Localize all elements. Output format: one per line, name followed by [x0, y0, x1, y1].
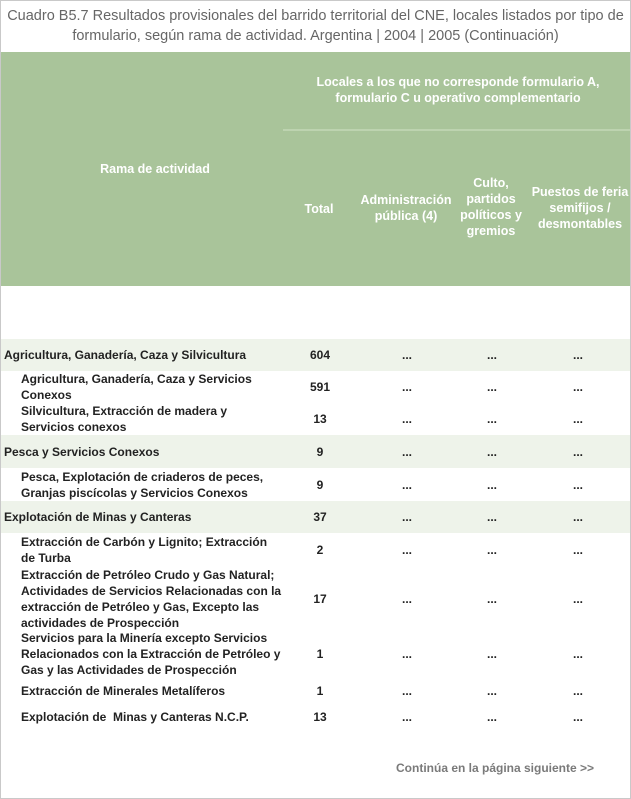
row-total: 591	[309, 380, 331, 394]
row-label: Silvicultura, Extracción de madera y Servicios conexos	[21, 404, 228, 434]
row-total: 1	[316, 647, 324, 661]
row-label: Agricultura, Ganadería, Caza y Silvicultura	[4, 348, 247, 362]
row-total: 9	[316, 444, 324, 459]
row-adm: ...	[401, 380, 412, 394]
row-total: 13	[313, 710, 327, 724]
row-adm: ...	[401, 710, 412, 724]
header-culto: Culto, partidos políticos y gremios	[460, 176, 522, 238]
row-culto: ...	[486, 412, 497, 426]
row-culto: ...	[486, 348, 497, 362]
row-puestos: ...	[572, 710, 583, 724]
row-label: Pesca y Servicios Conexos	[4, 444, 160, 459]
row-total: 9	[316, 477, 324, 492]
row-puestos: ...	[572, 543, 583, 557]
row-total: 604	[309, 348, 331, 362]
table-row	[1, 403, 630, 435]
row-label: Servicios para la Minería excepto Servicios Relacionados con la Extracción de Petróleo y Gas y las Actividades de Prospección	[21, 631, 281, 677]
row-total: 37	[313, 510, 327, 524]
row-culto: ...	[486, 510, 497, 524]
row-puestos: ...	[572, 683, 583, 698]
row-label: Extracción de Minerales Metalíferos	[21, 683, 226, 698]
row-adm: ...	[401, 348, 412, 362]
table-title: Cuadro B5.7 Resultados provisionales del barrido territorial del CNE, locales listados por tipo de formulario, según rama de actividad. Argentina | 2004 | 2005 (Continuación)	[7, 8, 624, 44]
row-adm: ...	[401, 683, 412, 698]
table-row	[1, 678, 630, 703]
table-row	[1, 371, 630, 403]
row-adm: ...	[401, 510, 412, 524]
row-puestos: ...	[572, 348, 583, 362]
table-row-group	[1, 501, 630, 533]
row-label: Explotación de Minas y Canteras	[4, 510, 192, 524]
header-adm: Administración pública (4)	[360, 193, 452, 223]
row-label: Explotación de Minas y Canteras N.C.P.	[21, 710, 249, 724]
header-rama: Rama de actividad	[100, 162, 210, 176]
header-total: Total	[304, 202, 334, 216]
row-adm: ...	[401, 477, 412, 492]
row-puestos: ...	[572, 591, 583, 606]
table-row	[1, 533, 630, 567]
row-culto: ...	[486, 683, 497, 698]
header-group: Locales a los que no corresponde formulario A, formulario C u operativo complementario	[316, 75, 600, 105]
row-adm: ...	[401, 412, 412, 426]
row-puestos: ...	[572, 380, 583, 394]
row-total: 13	[313, 412, 327, 426]
row-culto: ...	[486, 380, 497, 394]
table-row-group	[1, 339, 630, 371]
row-puestos: ...	[572, 647, 583, 661]
row-culto: ...	[486, 591, 497, 606]
table-row	[1, 703, 630, 731]
row-adm: ...	[401, 591, 412, 606]
row-adm: ...	[401, 543, 412, 557]
row-label: Pesca, Explotación de criaderos de peces, Granjas piscícolas y Servicios Conexos	[21, 469, 264, 500]
row-puestos: ...	[572, 444, 583, 459]
row-culto: ...	[486, 710, 497, 724]
row-label: Extracción de Carbón y Lignito; Extracción de Turba	[21, 535, 268, 565]
continue-note: Continúa en la página siguiente >>	[396, 761, 595, 775]
header-puestos: Puestos de feria semifijos / desmontables	[531, 185, 629, 231]
row-adm: ...	[401, 647, 412, 661]
row-total: 17	[313, 591, 327, 606]
row-culto: ...	[486, 543, 497, 557]
row-culto: ...	[486, 647, 497, 661]
row-culto: ...	[486, 444, 497, 459]
row-culto: ...	[486, 477, 497, 492]
table-row	[1, 468, 630, 501]
table-row	[1, 567, 630, 630]
row-total: 2	[316, 543, 324, 557]
table-row	[1, 630, 630, 678]
table-row-group	[1, 435, 630, 468]
row-total: 1	[316, 683, 324, 698]
header-divider	[283, 129, 630, 131]
row-label: Agricultura, Ganadería, Caza y Servicios Conexos	[21, 372, 252, 402]
row-puestos: ...	[572, 510, 583, 524]
row-puestos: ...	[572, 412, 583, 426]
row-puestos: ...	[572, 477, 583, 492]
row-label: Extracción de Petróleo Crudo y Gas Natural; Actividades de Servicios Relacionadas con la extracción de Petróleo y Gas, Excepto las actividades de Prospección	[21, 567, 282, 630]
row-adm: ...	[401, 444, 412, 459]
